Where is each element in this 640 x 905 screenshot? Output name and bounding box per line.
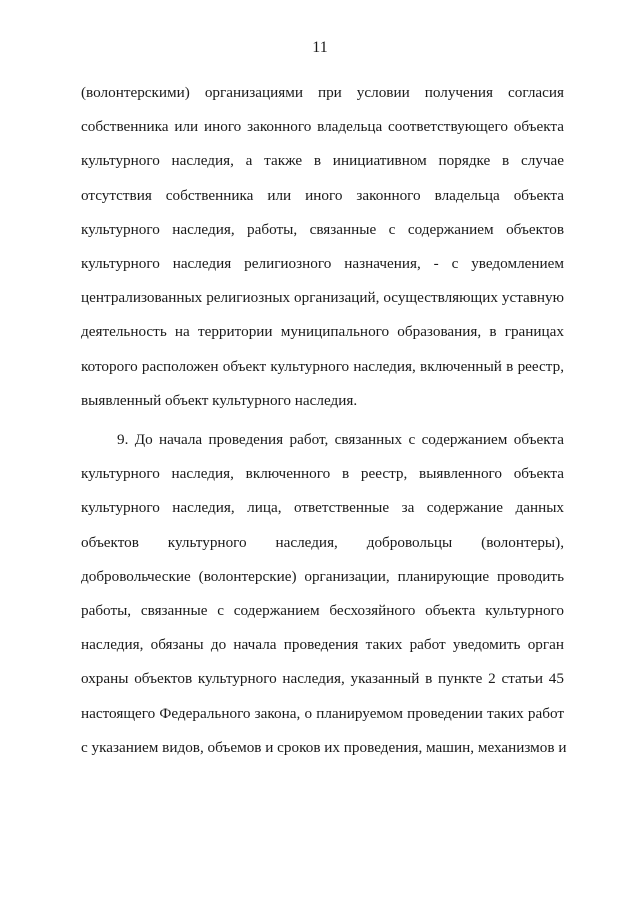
text-line: культурного наследия, работы, связанные с содержанием объектов <box>81 220 564 238</box>
text-line: наследия, обязаны до начала проведения таких работ уведомить орган <box>81 636 564 654</box>
text-line: которого расположен объект культурного наследия, включенный в реестр, <box>81 357 564 375</box>
text-line: деятельность на территории муниципального образования, в границах <box>81 323 564 341</box>
text-line: культурного наследия, а также в инициативном порядке в случае <box>81 152 564 170</box>
paragraph-continuation <box>81 76 564 418</box>
text-line: объектов культурного наследия, добровольцы (волонтеры), <box>81 533 564 551</box>
text-line: добровольческие (волонтерские) организации, планирующие проводить <box>81 567 564 585</box>
text-line: охраны объектов культурного наследия, указанный в пункте 2 статьи 45 <box>81 670 564 688</box>
text-line: собственника или иного законного владельца соответствующего объекта <box>81 118 564 136</box>
text-line: с указанием видов, объемов и сроков их проведения, машин, механизмов и <box>81 738 567 756</box>
text-line: 9. До начала проведения работ, связанных с содержанием объекта <box>117 431 564 448</box>
text-line: (волонтерскими) организациями при условии получения согласия <box>81 84 564 101</box>
page-number: 11 <box>312 39 328 56</box>
text-line: работы, связанные с содержанием бесхозяйного объекта культурного <box>81 601 564 619</box>
text-line: культурного наследия, лица, ответственные за содержание данных <box>81 499 564 517</box>
text-line: культурного наследия религиозного назначения, - с уведомлением <box>81 254 564 272</box>
text-line: культурного наследия, включенного в реестр, выявленного объекта <box>81 465 564 483</box>
text-line: централизованных религиозных организаций, осуществляющих уставную <box>81 289 564 307</box>
paragraph-item-9 <box>81 423 567 765</box>
text-line: выявленный объект культурного наследия. <box>81 391 358 409</box>
text-line: настоящего Федерального закона, о планируемом проведении таких работ <box>81 704 564 722</box>
text-line: отсутствия собственника или иного законного владельца объекта <box>81 186 564 204</box>
